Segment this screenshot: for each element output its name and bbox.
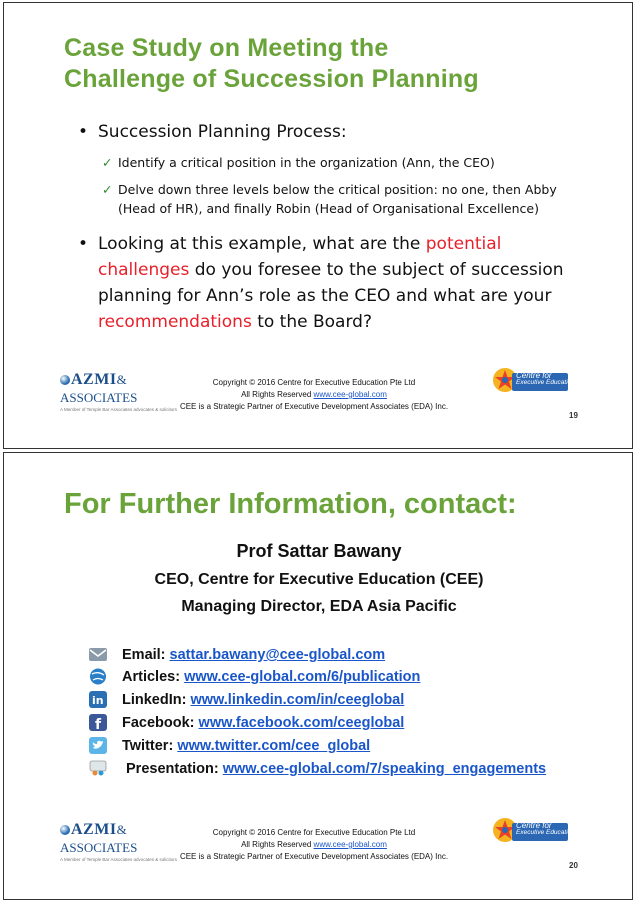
copyright-block — [154, 377, 474, 413]
label-text: Email: — [122, 647, 170, 663]
label-text: Facebook: — [122, 715, 199, 731]
slideshare-icon — [88, 760, 108, 777]
copyright-block — [154, 827, 474, 863]
cee-logo — [492, 365, 575, 399]
label-text: Presentation: — [126, 761, 223, 777]
cee-logo — [492, 815, 575, 849]
bullet-text — [98, 231, 568, 335]
facebook-icon — [88, 714, 108, 731]
label-text: Twitter: — [122, 738, 178, 754]
contact-label-articles — [122, 666, 420, 688]
slide-19 — [3, 2, 633, 449]
copyright-text: Copyright © 2016 Centre for Executive Education Pte Ltd — [212, 378, 416, 387]
contact-label-presentation — [126, 758, 546, 780]
twitter-link[interactable]: www.twitter.com/cee_global — [177, 738, 371, 754]
contact-label-facebook — [122, 712, 404, 734]
linkedin-icon — [88, 691, 108, 708]
emphasis-potential: potential — [425, 234, 502, 254]
presentation-link[interactable]: www.cee-global.com/7/speaking_engagements — [222, 761, 547, 777]
question-text-b: do you foresee to the subject of succession — [189, 260, 564, 280]
bullet-dot-icon: • — [78, 234, 89, 254]
question-text-d: to the Board? — [251, 312, 372, 332]
contact-name: Prof Sattar Bawany — [236, 541, 402, 561]
contact-role-2: Managing Director, EDA Asia Pacific — [181, 598, 457, 615]
page-number: 19 — [569, 411, 578, 420]
email-link[interactable]: sattar.bawany@cee-global.com — [169, 647, 386, 663]
checkmark-icon: ✓ — [102, 182, 113, 197]
emphasis-recommendations: recommendations — [98, 312, 252, 332]
question-text-a: Looking at this example, what are the — [98, 234, 426, 254]
copyright-text: Copyright © 2016 Centre for Executive Education Pte Ltd — [212, 828, 416, 837]
rights-line — [154, 389, 474, 401]
bullet-dot-icon: • — [78, 122, 89, 142]
azmi-logo-amp: & ASSOCIATES — [60, 822, 138, 855]
articles-link[interactable]: www.cee-global.com/6/publication — [184, 669, 421, 685]
slide-title: For Further Information, contact: — [64, 488, 517, 520]
emphasis-challenges: challenges — [98, 260, 190, 280]
globe-icon — [88, 668, 108, 685]
email-icon — [88, 646, 108, 663]
azmi-logo-text: AZMI — [71, 821, 117, 838]
twitter-icon — [88, 737, 108, 754]
contact-label-email — [122, 644, 385, 666]
azmi-logo-text: AZMI — [71, 371, 117, 388]
rights-text: All Rights Reserved — [241, 840, 314, 849]
partner-text: CEE is a Strategic Partner of Executive Development Associates (EDA) Inc. — [179, 402, 449, 411]
rights-line — [154, 839, 474, 851]
cee-logo-line-2: Executive Education — [516, 379, 575, 386]
partner-text: CEE is a Strategic Partner of Executive Development Associates (EDA) Inc. — [179, 852, 449, 861]
check-item-identify — [102, 153, 558, 172]
title-line-2: Challenge of Succession Planning — [64, 65, 479, 93]
check-item-delve — [102, 180, 558, 218]
check-item-text — [118, 180, 558, 218]
contact-label-linkedin — [122, 689, 404, 711]
bullet-succession-process — [80, 119, 568, 145]
facebook-link[interactable]: www.facebook.com/ceeglobal — [198, 715, 405, 731]
check-item-text: Identify a critical position in the organization (Ann, the CEO) — [118, 155, 495, 170]
website-link[interactable]: www.cee-global.com — [313, 390, 387, 399]
bullet-question — [80, 231, 568, 335]
label-text: LinkedIn: — [122, 692, 191, 708]
linkedin-link[interactable]: www.linkedin.com/in/ceeglobal — [190, 692, 405, 708]
label-text: Articles: — [122, 669, 185, 685]
rights-text: All Rights Reserved — [241, 390, 314, 399]
cee-logo-line-2: Executive Education — [516, 829, 575, 836]
bullet-text: Succession Planning Process: — [98, 122, 347, 142]
azmi-tagline: A Member of Temple Bar Associates advocates & solicitors — [60, 857, 177, 862]
title-line-1: Case Study on Meeting the — [64, 34, 389, 62]
cee-logo-line-1: Centre for — [516, 821, 552, 830]
contact-label-twitter — [122, 735, 370, 757]
slide-title — [64, 33, 479, 95]
svg-text:f: f — [95, 717, 102, 731]
contact-role-1: CEO, Centre for Executive Education (CEE) — [154, 571, 484, 588]
globe-icon — [60, 375, 70, 385]
globe-icon — [60, 825, 70, 835]
slide-20 — [3, 452, 633, 900]
azmi-tagline: A Member of Temple Bar Associates advocates & solicitors — [60, 407, 177, 412]
website-link[interactable]: www.cee-global.com — [313, 840, 387, 849]
page-number: 20 — [569, 861, 578, 870]
question-text-c: planning for Ann’s role as the CEO and what are your — [98, 286, 552, 306]
check-item-line-1: Delve down three levels below the critical position: no one, then Abby — [118, 182, 557, 197]
azmi-logo-amp: & ASSOCIATES — [60, 372, 138, 405]
svg-text:in: in — [92, 694, 104, 707]
check-item-line-2: (Head of HR), and finally Robin (Head of Organisational Excellence) — [118, 201, 539, 216]
cee-logo-line-1: Centre for — [516, 371, 552, 380]
checkmark-icon: ✓ — [102, 155, 113, 170]
